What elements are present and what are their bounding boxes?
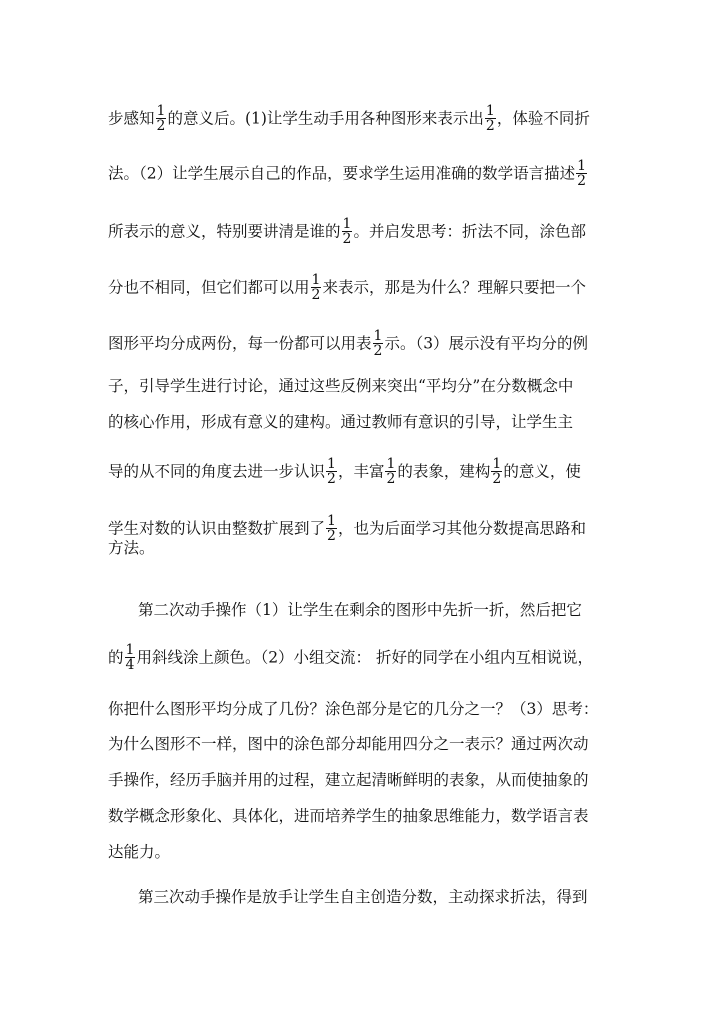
text-run: 达能力。 (108, 843, 171, 861)
text-run: 示。（3）展示没有平均分的例 (384, 334, 589, 353)
text-run: 手操作，经历手脑并用的过程，建立起清晰鲜明的表象，从而使抽象的 (108, 771, 589, 789)
text-run: 分也不相同，但它们都可以用 (108, 278, 310, 297)
text-run: 的意义，使 (503, 462, 581, 481)
text-run: 为什么图形不一样，图中的涂色部分却能用四分之一表示？通过两次动 (108, 735, 589, 753)
text-line-8 (108, 458, 581, 487)
text-run: 来表示，那是为什么？理解只要把一个 (322, 278, 586, 297)
text-run: 第二次动手操作（1）让学生在剩余的图形中先折一折，然后把它 (138, 601, 582, 619)
text-run: ，丰富 (337, 462, 385, 481)
fraction-one-half: $\frac{1}{2}$ (311, 272, 321, 303)
text-run: 第三次动手操作是放手让学生自主创造分数，主动探求折法，得到 (138, 888, 588, 906)
text-line-4 (108, 274, 586, 303)
text-run: 学生对数的认识由整数扩展到了 (108, 519, 326, 538)
text-line-2 (108, 160, 588, 189)
text-run: 数学概念形象化、具体化，进而培养学生的抽象思维能力，数学语言表 (108, 807, 589, 825)
text-run: 所表示的意义，特别要讲清是谁的 (108, 222, 341, 241)
text-line-17 (108, 842, 170, 862)
text-line-18 (138, 887, 588, 907)
fraction-one-half: $\frac{1}{2}$ (156, 103, 166, 134)
fraction-one-half: $\frac{1}{2}$ (485, 103, 495, 134)
text-run: 子，引导学生进行讨论，通过这些反例来突出“平均分”在分数概念中 (108, 377, 574, 395)
fraction-one-half: $\frac{1}{2}$ (492, 456, 502, 487)
text-line-3 (108, 218, 586, 247)
text-run: 的 (108, 648, 124, 667)
text-line-10 (108, 538, 155, 558)
text-line-11 (138, 600, 582, 620)
text-run: 用斜线涂上颜色。（2）小组交流： 折好的同学在小组内互相说说， (136, 648, 593, 667)
text-run: 的表象，建构 (397, 462, 491, 481)
text-line-15 (108, 770, 589, 790)
text-run: 步感知 (108, 109, 155, 128)
text-run: 图形平均分成两份，每一份都可以用表 (108, 334, 372, 353)
text-run: 。并启发思考：折法不同，涂色部 (353, 222, 586, 241)
fraction-one-half: $\frac{1}{2}$ (327, 513, 336, 544)
text-run: ，也为后面学习其他分数提高思路和 (337, 519, 586, 538)
text-line-13 (108, 699, 598, 719)
text-run: ，体验不同折 (496, 109, 590, 128)
text-run: 导的从不同的角度去进一步认识 (108, 462, 326, 481)
text-run: 法。（2）让学生展示自己的作品，要求学生运用准确的数学语言描述 (108, 164, 576, 183)
text-line-5 (108, 330, 588, 359)
fraction-one-half: $\frac{1}{2}$ (386, 456, 396, 487)
fraction-one-half: $\frac{1}{2}$ (373, 328, 383, 359)
text-line-9 (108, 515, 586, 544)
text-run: 的核心作用，形成有意义的建构。通过教师有意识的引导，让学生主 (108, 413, 574, 431)
text-run: 你把什么图形平均分成了几份？涂色部分是它的几分之一？（3）思考： (108, 700, 599, 718)
text-run: 的意义后。(1)让学生动手用各种图形来表示出 (167, 109, 484, 128)
fraction-one-half: $\frac{1}{2}$ (577, 158, 587, 189)
fraction-one-quarter: $\frac{1}{4}$ (125, 642, 135, 673)
text-run: 方法。 (108, 539, 155, 557)
text-line-14 (108, 734, 589, 754)
fraction-one-half: $\frac{1}{2}$ (327, 456, 336, 487)
text-line-16 (108, 806, 589, 826)
text-line-12 (108, 644, 593, 673)
text-line-6 (108, 376, 573, 396)
text-line-1 (108, 105, 590, 134)
text-line-7 (108, 412, 573, 432)
fraction-one-half: $\frac{1}{2}$ (342, 216, 352, 247)
